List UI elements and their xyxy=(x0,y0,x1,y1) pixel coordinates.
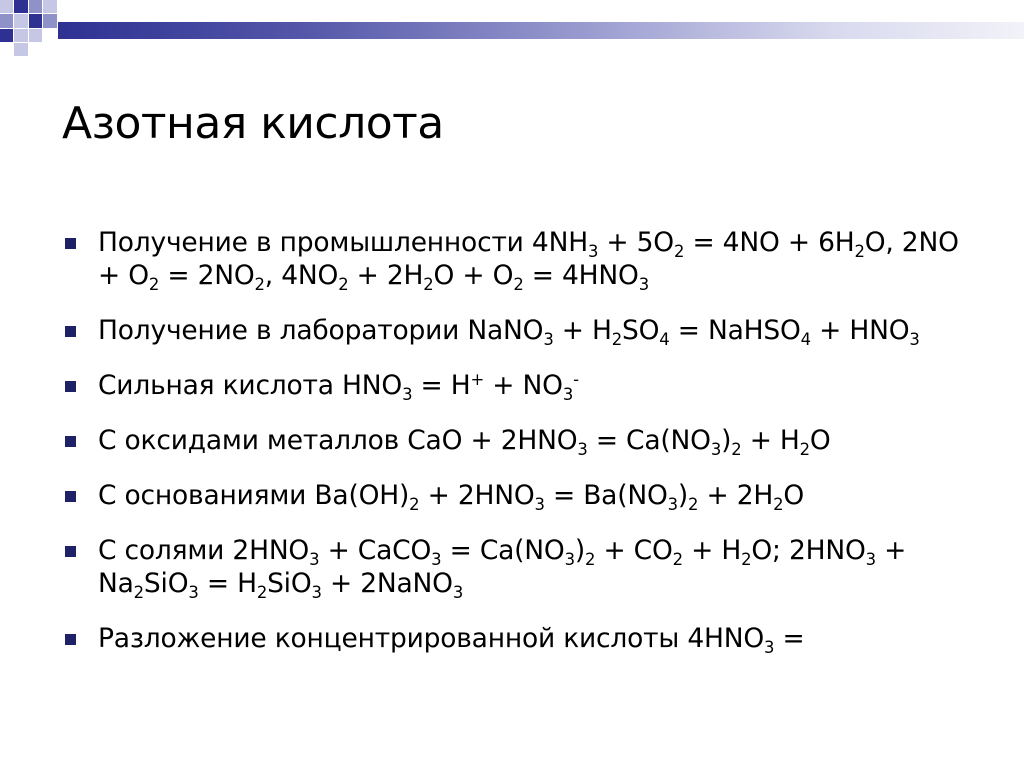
formula-segment: 4 xyxy=(659,329,670,349)
bullet-text xyxy=(98,535,907,602)
formula-segment: SO xyxy=(622,315,660,346)
formula-segment: + 2NaNO xyxy=(321,568,453,599)
bullet-list xyxy=(62,226,962,677)
square-bullet-icon xyxy=(65,326,76,337)
bullet-item xyxy=(62,369,962,402)
formula-segment: + NO xyxy=(484,370,563,401)
formula-segment: = Ca(NO xyxy=(587,425,711,456)
formula-segment: , 4NO xyxy=(264,260,339,291)
formula-segment: 3 xyxy=(587,241,599,261)
formula-segment: = NaHSO xyxy=(669,315,801,346)
formula-segment: + H xyxy=(741,425,800,456)
formula-segment: 2 xyxy=(731,439,742,459)
formula-segment: = H xyxy=(198,568,257,599)
corner-square-light xyxy=(43,0,57,13)
formula-segment: + 2HNO xyxy=(419,480,535,511)
formula-segment: 3 xyxy=(638,274,649,294)
formula-segment: 3 xyxy=(534,494,545,514)
formula-segment: 2 xyxy=(688,494,699,514)
corner-square-mid xyxy=(43,14,57,28)
formula-segment: С основаниями Ba(OH) xyxy=(98,480,410,511)
formula-segment: 3 xyxy=(452,582,464,602)
formula-segment: 2 xyxy=(673,241,685,261)
corner-square-mid xyxy=(29,0,42,13)
square-bullet-icon xyxy=(65,436,76,447)
formula-segment: + 2H xyxy=(698,480,774,511)
formula-segment: + xyxy=(470,369,485,389)
formula-segment: 3 xyxy=(311,582,322,602)
formula-segment: SiO xyxy=(143,568,189,599)
bullet-item xyxy=(62,226,962,292)
formula-segment: 3 xyxy=(865,549,876,569)
formula-segment: SiO xyxy=(267,568,312,599)
formula-segment: + CO xyxy=(595,535,673,566)
formula-segment: + Na xyxy=(98,535,907,599)
formula-segment: 2 xyxy=(148,274,160,294)
formula-segment: 2 xyxy=(741,549,752,569)
formula-segment: 2 xyxy=(773,494,784,514)
corner-square-light xyxy=(14,43,28,56)
formula-segment: 3 xyxy=(909,329,920,349)
formula-segment: O xyxy=(783,480,805,511)
square-bullet-icon xyxy=(65,546,76,557)
formula-segment: 3 xyxy=(562,384,574,404)
corner-square-light xyxy=(0,0,13,13)
formula-segment: + 2H xyxy=(348,260,424,291)
corner-square-light xyxy=(14,14,28,28)
square-bullet-icon xyxy=(65,491,76,502)
bullet-item xyxy=(62,424,962,457)
formula-segment: 3 xyxy=(402,384,413,404)
formula-segment: Получение в лаборатории NaNO xyxy=(98,315,544,346)
formula-segment: = Ca(NO xyxy=(441,535,565,566)
formula-segment: 3 xyxy=(543,329,554,349)
bullet-text xyxy=(98,480,805,514)
formula-segment: 3 xyxy=(309,549,320,569)
formula-segment: 2 xyxy=(672,549,683,569)
formula-segment: + H xyxy=(682,535,742,566)
formula-segment: Разложение концентрированной кислоты 4HNO xyxy=(98,623,765,654)
formula-segment: ) xyxy=(677,480,689,511)
formula-segment: + 5O xyxy=(598,227,674,258)
slide-title: Азотная кислота xyxy=(62,98,444,149)
bullet-text xyxy=(98,425,831,459)
formula-segment: Получение в промышленности 4NH xyxy=(98,227,588,258)
corner-square-light xyxy=(29,29,42,42)
square-bullet-icon xyxy=(65,381,76,392)
corner-square-dark xyxy=(29,14,42,28)
formula-segment: ) xyxy=(574,535,585,566)
square-bullet-icon xyxy=(65,634,76,645)
formula-segment: 3 xyxy=(431,549,442,569)
formula-segment: + CaCO xyxy=(319,535,432,566)
formula-segment: + H xyxy=(553,315,612,346)
top-gradient-bar xyxy=(58,22,1024,39)
corner-square-dark xyxy=(14,0,28,13)
bullet-item xyxy=(62,622,962,655)
formula-segment: O; 2HNO xyxy=(751,535,866,566)
square-bullet-icon xyxy=(65,238,76,249)
formula-segment: 3 xyxy=(710,439,722,459)
formula-segment: 2 xyxy=(254,274,265,294)
bullet-item xyxy=(62,479,962,512)
bullet-text xyxy=(98,369,579,404)
formula-segment: Сильная кислота HNO xyxy=(98,370,403,401)
bullet-text xyxy=(98,227,959,294)
formula-segment: 2 xyxy=(256,582,268,602)
formula-segment: - xyxy=(573,369,579,389)
formula-segment: = 2NO xyxy=(159,260,255,291)
formula-segment: 3 xyxy=(667,494,678,514)
formula-segment: O + O xyxy=(433,260,514,291)
formula-segment: = Ba(NO xyxy=(544,480,668,511)
formula-segment: С оксидами металлов CaO + 2HNO xyxy=(98,425,578,456)
bullet-item xyxy=(62,314,962,347)
formula-segment: 2 xyxy=(133,582,144,602)
formula-segment: 2 xyxy=(513,274,524,294)
formula-segment: 2 xyxy=(799,439,810,459)
formula-segment: 2 xyxy=(584,549,596,569)
formula-segment: 2 xyxy=(409,494,420,514)
formula-segment: 4 xyxy=(800,329,811,349)
formula-segment: = 4NO + 6H xyxy=(684,227,855,258)
bullet-item xyxy=(62,534,962,600)
formula-segment: 2 xyxy=(611,329,623,349)
formula-segment: = 4HNO xyxy=(523,260,639,291)
formula-segment: = xyxy=(774,623,805,654)
corner-square-dark xyxy=(0,29,13,42)
formula-segment: O, 2NO + O xyxy=(98,227,959,291)
formula-segment: 3 xyxy=(577,439,588,459)
formula-segment: 3 xyxy=(188,582,199,602)
formula-segment: 3 xyxy=(564,549,575,569)
formula-segment: ) xyxy=(721,425,732,456)
formula-segment: 2 xyxy=(854,241,865,261)
formula-segment: + HNO xyxy=(810,315,910,346)
corner-square-mid xyxy=(0,14,13,28)
bullet-text xyxy=(98,623,805,657)
formula-segment: С солями 2HNO xyxy=(98,535,310,566)
bullet-text xyxy=(98,315,920,349)
formula-segment: O xyxy=(809,425,831,456)
formula-segment: 2 xyxy=(423,274,434,294)
formula-segment: 2 xyxy=(338,274,349,294)
corner-square-light xyxy=(14,29,28,42)
formula-segment: = H xyxy=(412,370,471,401)
formula-segment: 3 xyxy=(764,637,775,657)
